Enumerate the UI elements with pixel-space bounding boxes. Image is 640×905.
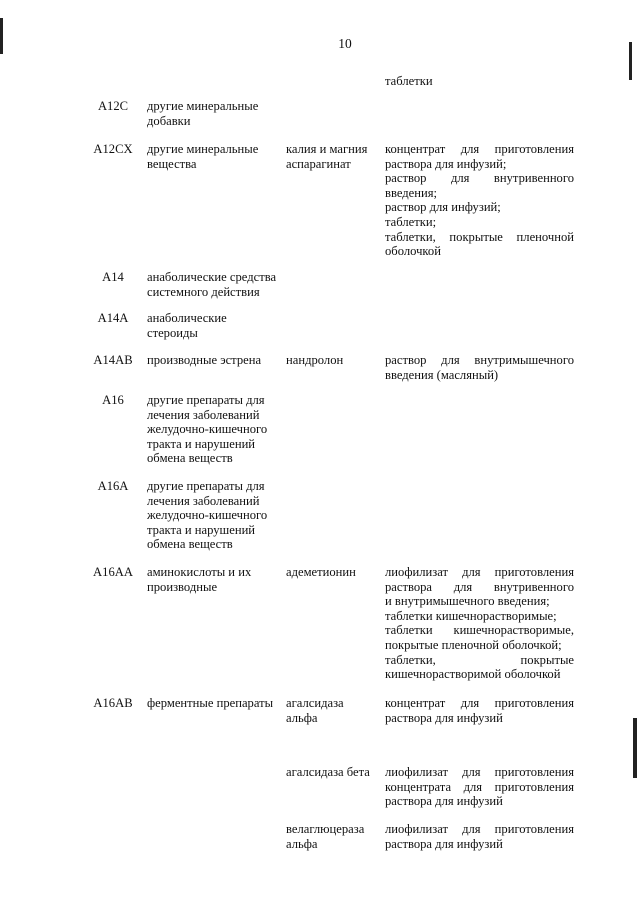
anatomical-group-name-line: производные: [147, 579, 218, 594]
dosage-form-line: таблетки, покрытые пленочной: [385, 229, 574, 244]
drug-name: [286, 565, 382, 580]
anatomical-group-name-line: добавки: [147, 113, 191, 128]
anatomical-group-name-line: обмена веществ: [147, 451, 233, 466]
dosage-form-line: раствора для инфузий;: [385, 156, 507, 171]
dosage-form-line: введения (масляный): [385, 367, 499, 382]
dosage-form-line: раствор для внутривенного: [385, 171, 574, 186]
dosage-form-line: введения;: [385, 185, 438, 200]
anatomical-group-name-line: другие минеральные: [147, 99, 259, 113]
anatomical-group-name-line: анаболические: [147, 311, 227, 325]
anatomical-group-name: [147, 270, 281, 299]
anatomical-group-name-line: аминокислоты и их: [147, 565, 252, 579]
anatomical-group-name-line: тракта и нарушений: [147, 436, 256, 451]
drug-name-line: аспарагинат: [286, 156, 351, 171]
dosage-form-line: таблетки;: [385, 214, 437, 229]
dosage-form-line: концентрат для приготовления: [385, 142, 574, 156]
drug-name: [286, 696, 382, 725]
drug-name-line: агалсидаза: [286, 696, 344, 710]
dosage-form-line: таблетки кишечнорастворимые;: [385, 608, 557, 623]
drug-name-line: нандролон: [286, 353, 344, 367]
anatomical-group-name-line: анаболические средства: [147, 270, 277, 284]
dosage-form-line: лиофилизат для приготовления: [385, 565, 574, 579]
atc-code: A12CX: [93, 142, 133, 156]
drug-name-line: альфа: [286, 836, 318, 851]
atc-code: A16: [102, 393, 124, 407]
dosage-form-line: покрытые пленочной оболочкой;: [385, 637, 562, 652]
anatomical-group-name-line: тракта и нарушений: [147, 522, 256, 537]
anatomical-group-name-line: желудочно-кишечного: [147, 508, 268, 523]
anatomical-group-name-line: вещества: [147, 156, 197, 171]
dosage-form: [385, 765, 574, 809]
anatomical-group-name-line: ферментные препараты: [147, 696, 274, 710]
dosage-form: [385, 353, 574, 382]
anatomical-group-name-line: желудочно-кишечного: [147, 422, 268, 437]
anatomical-group-name: [147, 142, 281, 171]
anatomical-group-name-line: другие минеральные: [147, 142, 259, 156]
dosage-form-line: таблетки кишечнорастворимые,: [385, 623, 574, 638]
dosage-form-line: раствора для инфузий: [385, 710, 503, 725]
atc-code: A14: [102, 270, 124, 284]
dosage-form-line: раствор для внутримышечного: [385, 353, 574, 367]
dosage-form-line: раствора для внутривенного: [385, 579, 574, 594]
dosage-form-line: раствора для инфузий: [385, 836, 503, 851]
anatomical-group-name-line: другие препараты для: [147, 393, 265, 407]
dosage-form: [385, 74, 574, 89]
anatomical-group-name: [147, 393, 281, 466]
dosage-form: [385, 565, 574, 682]
anatomical-group-name-line: обмена веществ: [147, 537, 233, 552]
atc-code: A16A: [97, 479, 129, 493]
dosage-form-line: и внутримышечного введения;: [385, 594, 550, 609]
dosage-form: [385, 696, 574, 725]
anatomical-group-name-line: лечения заболеваний: [147, 407, 260, 422]
atc-code: A14AB: [93, 353, 133, 367]
drug-name: [286, 765, 382, 780]
drug-name-line: адеметионин: [286, 565, 356, 579]
dosage-form-line: кишечнорастворимой оболочкой: [385, 667, 561, 682]
dosage-form-line: лиофилизат для приготовления: [385, 765, 574, 779]
anatomical-group-name-line: лечения заболеваний: [147, 493, 260, 508]
drug-name-line: велаглюцераза: [286, 822, 365, 836]
dosage-form-line: таблетки: [385, 74, 433, 88]
scan-edge-mark: [633, 718, 637, 778]
dosage-form-line: оболочкой: [385, 244, 441, 259]
anatomical-group-name: [147, 353, 281, 368]
dosage-form-line: лиофилизат для приготовления: [385, 822, 574, 836]
anatomical-group-name-line: другие препараты для: [147, 479, 265, 493]
drug-name-line: альфа: [286, 710, 318, 725]
anatomical-group-name: [147, 479, 281, 552]
drug-name-line: агалсидаза бета: [286, 765, 370, 779]
dosage-form-line: концентрат для приготовления: [385, 696, 574, 710]
page-number: 10: [338, 36, 352, 51]
anatomical-group-name-line: системного действия: [147, 284, 260, 299]
anatomical-group-name: [147, 311, 281, 340]
dosage-form: [385, 142, 574, 259]
drug-name: [286, 353, 382, 368]
atc-code: A16AB: [93, 696, 133, 710]
anatomical-group-name: [147, 696, 281, 711]
dosage-form-line: таблетки, покрытые: [385, 652, 574, 667]
atc-code: A12C: [97, 99, 129, 113]
drug-name: [286, 142, 382, 171]
dosage-form: [385, 822, 574, 851]
dosage-form-line: раствор для инфузий;: [385, 200, 501, 215]
anatomical-group-name: [147, 565, 281, 594]
anatomical-group-name-line: стероиды: [147, 325, 198, 340]
drug-name: [286, 822, 382, 851]
dosage-form-line: концентрата для приготовления: [385, 779, 574, 794]
drug-name-line: калия и магния: [286, 142, 368, 156]
atc-code: A14A: [97, 311, 129, 325]
dosage-form-line: раствора для инфузий: [385, 794, 503, 809]
atc-code: A16AA: [93, 565, 133, 579]
anatomical-group-name: [147, 99, 281, 128]
anatomical-group-name-line: производные эстрена: [147, 353, 262, 367]
